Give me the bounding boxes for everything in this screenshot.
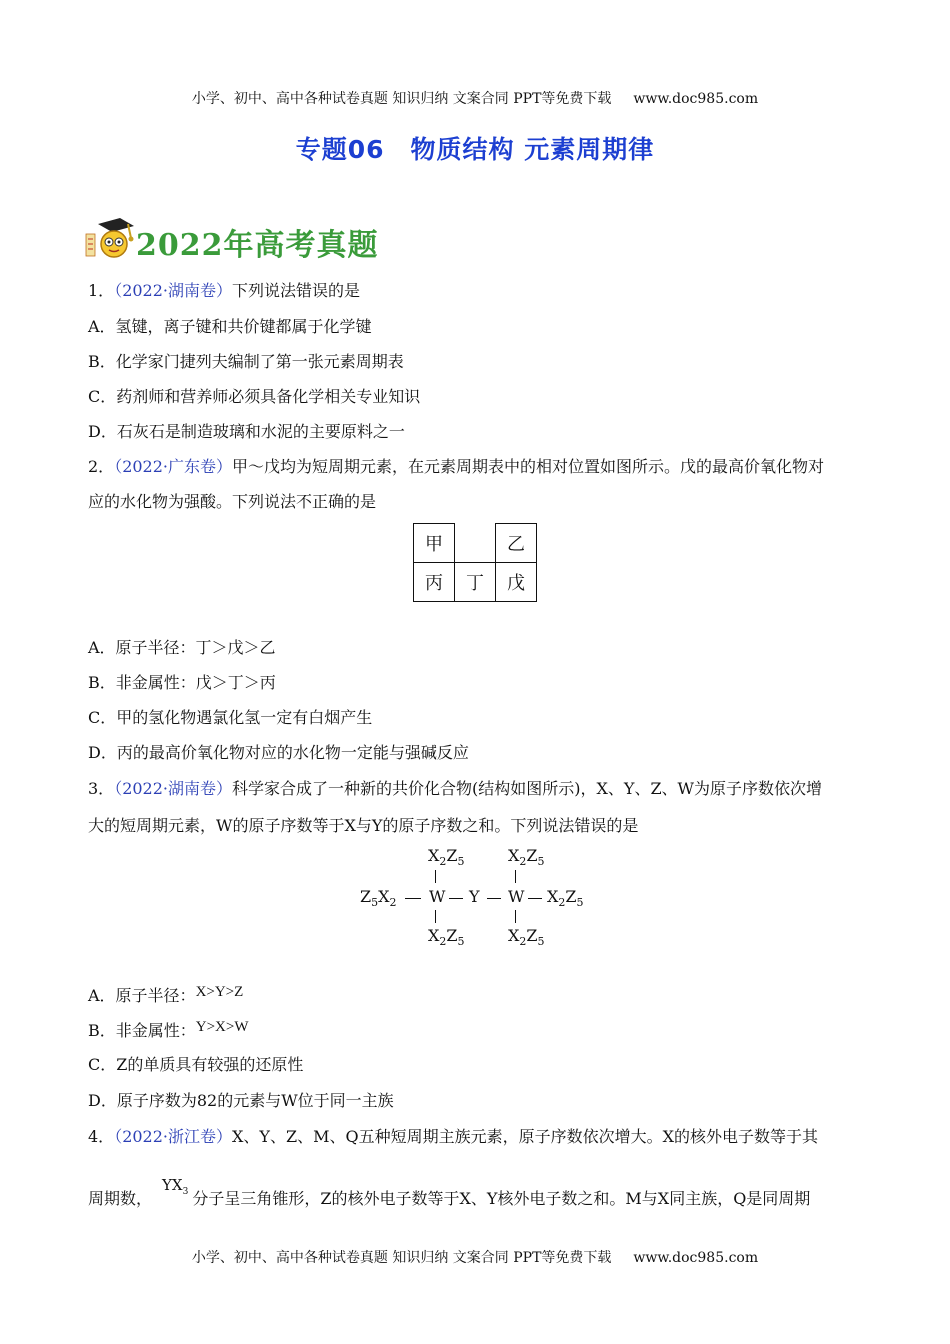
group-bottom-right: $X_2Z_5$	[508, 926, 545, 949]
q4-stem	[88, 1124, 818, 1147]
q3-option-a-value: X>Y>Z	[195, 984, 244, 1000]
q3-option-c: C．Z的单质具有较强的还原性	[88, 1055, 304, 1074]
q4-stem-line1: X、Y、Z、M、Q五种短周期主族元素，原子序数依次增大。X的核外电子数等于其	[232, 1127, 818, 1146]
section-badge	[84, 216, 384, 264]
q1-stem	[88, 278, 360, 301]
q4-line2-suffix: 分子呈三角锥形，Z的核外电子数等于X、Y核外电子数之和。M与X同主族，Q是同周期	[192, 1189, 811, 1208]
page-footer	[0, 1247, 950, 1267]
q3-option-b-value: Y>X>W	[195, 1019, 249, 1035]
bond-top-right	[515, 870, 516, 883]
q3-option-b	[88, 1018, 249, 1041]
group-top-right: $X_2Z_5$	[508, 846, 545, 869]
q2-source: （2022·广东卷）	[114, 457, 232, 476]
header-text: 小学、初中、高中各种试卷真题 知识归纳 文案合同 PPT等免费下载	[191, 91, 612, 107]
q1-option-b: B．化学家门捷列夫编制了第一张元素周期表	[88, 352, 404, 371]
q2-option-c: C．甲的氢化物遇氯化氢一定有白烟产生	[88, 708, 373, 727]
badge-text: 2022年高考真题	[136, 228, 379, 263]
q4-source: （2022·浙江卷）	[114, 1127, 232, 1146]
q2-option-d: D．丙的最高价氧化物对应的水化物一定能与强碱反应	[88, 743, 469, 762]
header-url[interactable]: www.doc985.com	[633, 91, 759, 107]
group-left: $Z_5X_2$	[360, 887, 397, 910]
q2-stem-line2: 应的水化物为强酸。下列说法不正确的是	[88, 492, 377, 511]
group-top-left: $X_2Z_5$	[428, 846, 465, 869]
q1-stem-text: 下列说法错误的是	[232, 281, 361, 300]
bond-y-w	[487, 898, 501, 899]
bond-left	[405, 898, 421, 899]
group-bottom-left: $X_2Z_5$	[428, 926, 465, 949]
bond-right	[528, 898, 542, 899]
q2-stem-line1: 甲～戊均为短周期元素，在元素周期表中的相对位置如图所示。戊的最高价氧化物对	[232, 457, 825, 476]
cell-ding: 丁	[455, 563, 496, 602]
cell-yi: 乙	[496, 524, 537, 563]
q1-option-d: D．石灰石是制造玻璃和水泥的主要原料之一	[88, 422, 405, 441]
q3-option-a-label: A．原子半径：	[88, 986, 196, 1005]
q4-num: 4．	[88, 1127, 115, 1146]
q3-option-a	[88, 983, 243, 1006]
q2-stem	[88, 454, 824, 477]
page-header	[0, 88, 950, 108]
cell-bing: 丙	[414, 563, 455, 602]
bond-bottom-right	[515, 910, 516, 923]
q4-stem-line2	[88, 1176, 811, 1211]
q3-source: （2022·湖南卷）	[114, 779, 232, 798]
q2-option-b: B．非金属性：戊＞丁＞丙	[88, 673, 276, 692]
q3-stem-line2: 大的短周期元素，W的原子序数等于X与Y的原子序数之和。下列说法错误的是	[88, 816, 639, 835]
footer-url[interactable]: www.doc985.com	[633, 1250, 759, 1266]
footer-text: 小学、初中、高中各种试卷真题 知识归纳 文案合同 PPT等免费下载	[191, 1250, 612, 1266]
group-right: $X_2Z_5$	[547, 887, 584, 910]
atom-w-left: W	[429, 887, 446, 906]
q3-stem-line1: 科学家合成了一种新的共价化合物(结构如图所示)，X、Y、Z、W为原子序数依次增	[232, 779, 823, 798]
atom-y: Y	[469, 887, 480, 906]
cell-wu: 戊	[496, 563, 537, 602]
q1-source: （2022·湖南卷）	[114, 281, 232, 300]
q2-option-a: A．原子半径：丁＞戊＞乙	[88, 638, 276, 657]
bond-w-y	[449, 898, 463, 899]
atom-w-right: W	[508, 887, 525, 906]
q3-num: 3．	[88, 779, 115, 798]
q1-option-c: C．药剂师和营养师必须具备化学相关专业知识	[88, 387, 421, 406]
q2-num: 2．	[88, 457, 115, 476]
q1-num: 1．	[88, 281, 115, 300]
formula-yx3: $YX_3$	[162, 1176, 189, 1197]
q3-option-d: D．原子序数为82的元素与W位于同一主族	[88, 1091, 394, 1110]
bond-bottom-left	[435, 910, 436, 923]
page-title: 专题06 物质结构 元素周期律	[295, 135, 655, 164]
q1-option-a: A．氢键，离子键和共价键都属于化学键	[88, 317, 372, 336]
cell-empty	[455, 524, 496, 563]
q4-line2-prefix: 周期数，	[88, 1189, 153, 1208]
molecule-structure	[357, 844, 597, 954]
q3-stem	[88, 776, 822, 799]
bond-top-left	[435, 870, 436, 883]
cell-jia: 甲	[414, 524, 455, 563]
mascot-icon	[84, 216, 138, 264]
periodic-table-fragment	[413, 523, 537, 602]
q3-option-b-label: B．非金属性：	[88, 1021, 196, 1040]
